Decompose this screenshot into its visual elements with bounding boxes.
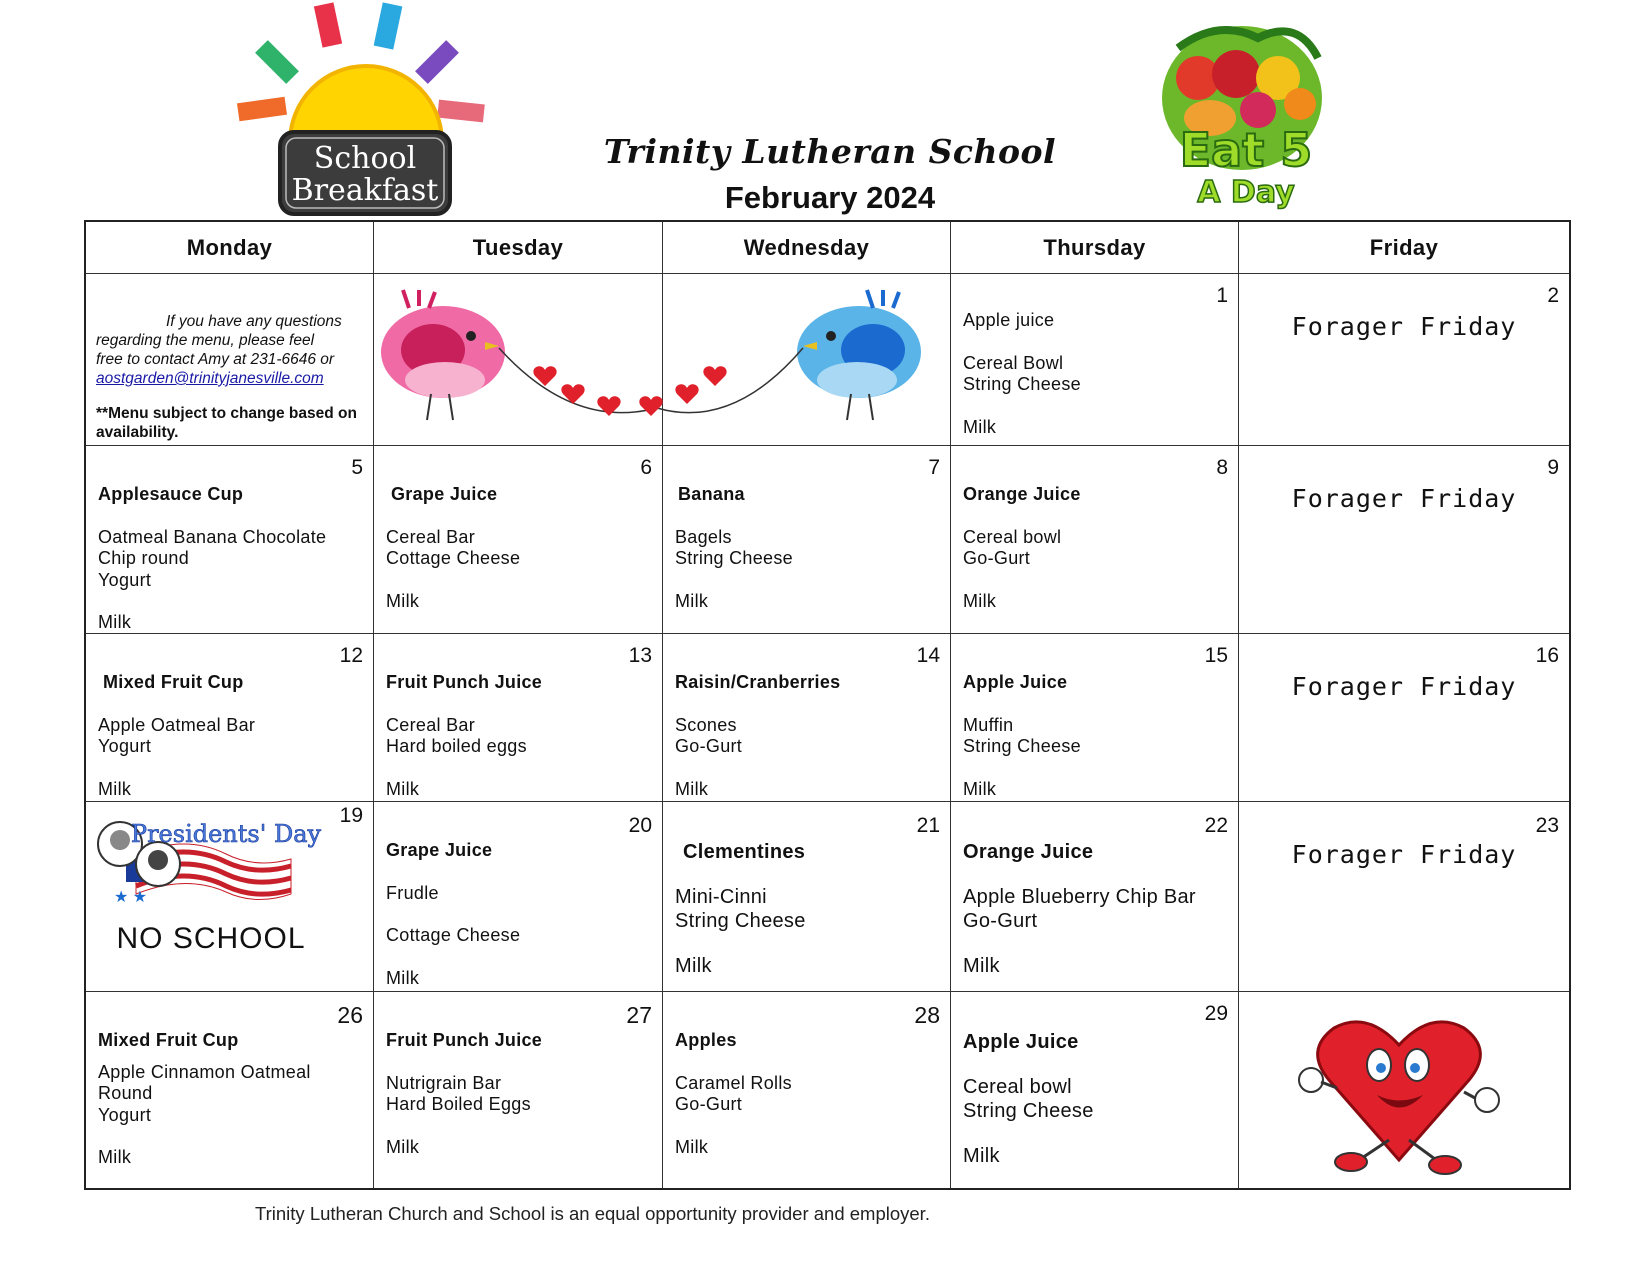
day-number: 27 — [626, 1002, 652, 1028]
menu-item: Hard boiled eggs — [386, 736, 527, 756]
menu-main-item: Apple juice — [963, 310, 1055, 330]
menu-item: Cottage Cheese — [386, 548, 521, 568]
menu-main-item: Applesauce Cup — [98, 484, 244, 504]
equal-opportunity-footer: Trinity Lutheran Church and School is an equal opportunity provider and employer. — [255, 1203, 930, 1224]
menu-main-item: Fruit Punch Juice — [386, 1030, 543, 1050]
menu-item: Frudle — [386, 882, 439, 903]
contact-note — [96, 312, 361, 442]
menu-disclaimer: **Menu subject to change based on availability. — [96, 405, 357, 441]
menu-main-item: Mixed Fruit Cup — [103, 672, 244, 692]
menu-milk: Milk — [98, 1147, 132, 1167]
menu-item: Caramel Rolls — [675, 1072, 792, 1093]
day-cell-1 — [951, 274, 1239, 446]
contact-note-cell — [86, 274, 374, 446]
menu-item: String Cheese — [675, 548, 793, 568]
day-menu — [98, 1030, 311, 1169]
menu-item: Chip round — [98, 548, 190, 568]
day-cell-28 — [663, 992, 951, 1188]
day-number: 13 — [628, 644, 652, 667]
menu-main-item: Orange Juice — [963, 484, 1081, 504]
menu-item: Bagels — [675, 526, 732, 547]
menu-item: Apple Oatmeal Bar — [98, 714, 256, 735]
forager-friday-label: Forager Friday — [1291, 672, 1517, 701]
menu-milk: Milk — [675, 955, 712, 977]
menu-item: Cereal Bowl — [963, 352, 1064, 373]
love-birds-decoration — [373, 290, 943, 448]
menu-item: String Cheese — [963, 736, 1081, 756]
forager-friday-label: Forager Friday — [1291, 312, 1517, 341]
day-cell-13 — [374, 634, 663, 802]
weekday-header-friday: Friday — [1239, 222, 1569, 274]
menu-milk: Milk — [98, 778, 132, 799]
day-cell-21 — [663, 802, 951, 992]
menu-item: Cereal Bar — [386, 714, 476, 735]
day-cell-12 — [86, 634, 374, 802]
day-cell-2 — [1239, 274, 1569, 446]
note-line-3: free to contact Amy at 231-6646 or — [96, 351, 335, 368]
menu-item: Cereal bowl — [963, 1076, 1072, 1098]
day-menu — [386, 1030, 542, 1158]
menu-item: Cereal bowl — [963, 526, 1062, 547]
hearts-garland-icon — [533, 366, 726, 416]
menu-milk: Milk — [963, 1145, 1000, 1167]
menu-item: Nutrigrain Bar — [386, 1072, 502, 1093]
day-number: 22 — [1204, 814, 1228, 837]
day-cell-9 — [1239, 446, 1569, 634]
day-number: 15 — [1204, 644, 1228, 667]
menu-item: Hard Boiled Eggs — [386, 1094, 531, 1114]
day-number: 16 — [1535, 644, 1559, 667]
day-cell-5 — [86, 446, 374, 634]
day-number: 29 — [1204, 1002, 1228, 1025]
menu-milk: Milk — [98, 612, 132, 632]
day-cell-7 — [663, 446, 951, 634]
day-cell-6 — [374, 446, 663, 634]
day-menu — [386, 840, 520, 989]
menu-item: Mini-Cinni — [675, 886, 767, 908]
day-cell-16 — [1239, 634, 1569, 802]
menu-item: Go-Gurt — [675, 736, 743, 756]
menu-item: String Cheese — [963, 1100, 1094, 1122]
menu-item: Oatmeal Banana Chocolate — [98, 526, 327, 547]
stars-icon: ★ ★ — [114, 889, 148, 906]
menu-item: Cereal Bar — [386, 526, 476, 547]
day-cell-19 — [86, 802, 374, 992]
school-breakfast-logo — [238, 2, 508, 222]
day-number: 14 — [916, 644, 940, 667]
presidents-day-logo-text: Presidents' Day — [130, 820, 322, 848]
day-number: 5 — [351, 456, 363, 479]
weekday-header-monday: Monday — [86, 222, 374, 274]
menu-milk: Milk — [963, 590, 997, 611]
menu-item: Cottage Cheese — [386, 925, 521, 945]
day-menu — [963, 484, 1081, 612]
day-menu — [675, 672, 840, 800]
weekday-header-thursday: Thursday — [951, 222, 1239, 274]
day-number: 12 — [339, 644, 363, 667]
day-menu — [963, 1030, 1094, 1168]
menu-main-item: Apple Juice — [963, 672, 1068, 692]
day-menu — [675, 484, 793, 612]
menu-milk: Milk — [963, 416, 997, 437]
menu-item: Go-Gurt — [675, 1094, 743, 1114]
weekday-header-wednesday: Wednesday — [663, 222, 951, 274]
menu-item: Apple Cinnamon Oatmeal — [98, 1061, 311, 1082]
menu-main-item: Mixed Fruit Cup — [98, 1030, 239, 1050]
day-menu — [98, 484, 326, 634]
day-cell-20 — [374, 802, 663, 992]
no-school-label: NO SCHOOL — [116, 922, 306, 955]
day-number: 2 — [1547, 284, 1559, 307]
day-number: 26 — [337, 1002, 363, 1028]
day-menu — [675, 840, 806, 978]
day-menu — [963, 840, 1196, 978]
menu-milk: Milk — [386, 778, 420, 799]
day-menu — [386, 484, 520, 612]
menu-item: Yogurt — [98, 569, 152, 590]
logo-aday-text: A Day — [1197, 175, 1295, 210]
contact-email-link[interactable]: aostgarden@trinityjanesville.com — [96, 370, 324, 387]
menu-milk: Milk — [963, 955, 1000, 977]
menu-item: String Cheese — [963, 374, 1081, 394]
menu-main-item: Orange Juice — [963, 841, 1094, 863]
menu-item: Muffin — [963, 714, 1014, 735]
pink-bird-icon — [381, 290, 505, 420]
menu-item: Scones — [675, 714, 737, 735]
day-menu — [675, 1030, 792, 1158]
menu-main-item: Grape Juice — [386, 840, 493, 860]
menu-main-item: Raisin/Cranberries — [675, 672, 841, 692]
menu-milk: Milk — [963, 778, 997, 799]
blue-bird-icon — [797, 290, 921, 420]
menu-item: Go-Gurt — [963, 910, 1038, 932]
day-number: 23 — [1535, 814, 1559, 837]
menu-milk: Milk — [386, 1136, 420, 1157]
month-title: February 2024 — [724, 180, 936, 215]
day-cell-8 — [951, 446, 1239, 634]
menu-main-item: Apple Juice — [963, 1031, 1079, 1053]
menu-item: Yogurt — [98, 736, 152, 756]
menu-main-item: Grape Juice — [391, 484, 498, 504]
running-heart-icon — [1299, 1010, 1499, 1175]
menu-milk: Milk — [675, 778, 709, 799]
menu-main-item: Clementines — [683, 841, 806, 863]
logo-text-line1: School — [313, 141, 417, 176]
logo-eat5-text: Eat 5 — [1179, 123, 1313, 177]
day-number: 19 — [339, 804, 363, 827]
day-menu — [386, 672, 542, 800]
day-menu — [98, 672, 255, 800]
menu-main-item: Banana — [678, 484, 745, 504]
menu-item: String Cheese — [675, 910, 806, 932]
school-name: Trinity Lutheran School — [603, 132, 1057, 171]
day-number: 9 — [1547, 456, 1559, 479]
day-cell-14 — [663, 634, 951, 802]
day-cell-26 — [86, 992, 374, 1188]
menu-milk: Milk — [386, 590, 420, 611]
day-cell-empty-friday — [1239, 992, 1569, 1188]
menu-main-item: Fruit Punch Juice — [386, 672, 543, 692]
day-number: 21 — [916, 814, 940, 837]
menu-milk: Milk — [675, 590, 709, 611]
menu-item: Go-Gurt — [963, 548, 1031, 568]
note-line-2: regarding the menu, please feel — [96, 332, 315, 349]
weekday-header-tuesday: Tuesday — [374, 222, 663, 274]
forager-friday-label: Forager Friday — [1291, 840, 1517, 869]
menu-milk: Milk — [386, 967, 420, 988]
forager-friday-label: Forager Friday — [1291, 484, 1517, 513]
sun-icon — [237, 2, 485, 142]
day-cell-22 — [951, 802, 1239, 992]
menu-item: Round — [98, 1083, 153, 1103]
menu-item: Apple Blueberry Chip Bar — [963, 886, 1196, 908]
day-cell-23 — [1239, 802, 1569, 992]
menu-item: Yogurt — [98, 1104, 152, 1125]
day-menu — [963, 672, 1081, 800]
day-number: 1 — [1216, 284, 1228, 307]
eat-5-a-day-logo — [1158, 18, 1330, 210]
logo-text-line2: Breakfast — [291, 173, 439, 208]
menu-milk: Milk — [675, 1136, 709, 1157]
day-menu — [963, 310, 1081, 438]
menu-main-item: Apples — [675, 1030, 737, 1050]
day-number: 6 — [640, 456, 652, 479]
day-cell-29 — [951, 992, 1239, 1188]
presidents-day-image — [96, 814, 322, 906]
day-number: 8 — [1216, 456, 1228, 479]
day-cell-27 — [374, 992, 663, 1188]
day-number: 20 — [628, 814, 652, 837]
day-cell-15 — [951, 634, 1239, 802]
day-number: 28 — [914, 1002, 940, 1028]
day-number: 7 — [928, 456, 940, 479]
note-line-1: If you have any questions — [166, 313, 342, 330]
